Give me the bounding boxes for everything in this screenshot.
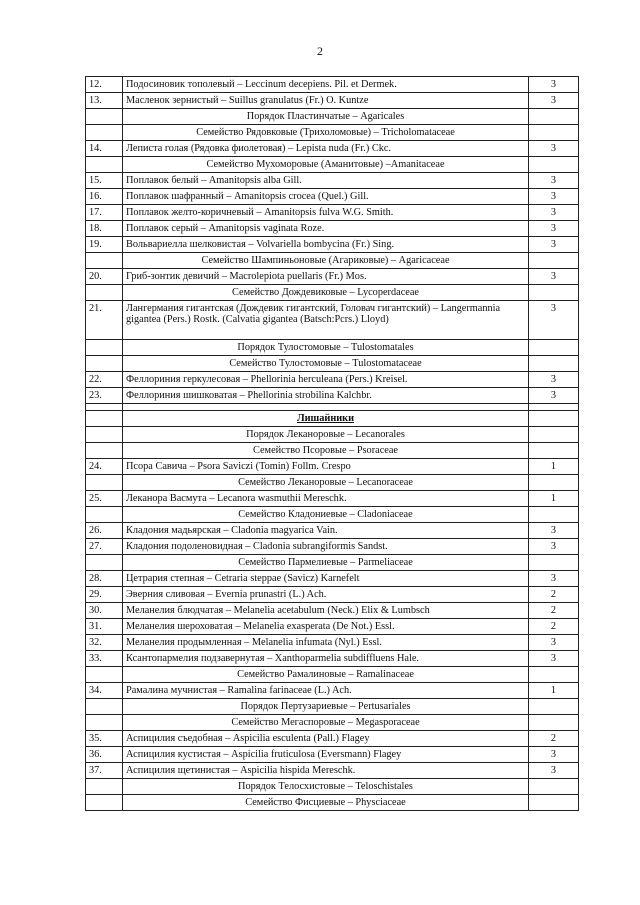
empty-cell	[529, 253, 579, 269]
row-number: 18.	[86, 221, 123, 237]
row-number: 20.	[86, 269, 123, 285]
species-name: Леканора Васмута – Lecanora wasmuthii Mereschk.	[123, 491, 529, 507]
species-name: Эверния сливовая – Evernia prunastri (L.) Ach.	[123, 587, 529, 603]
row-number: 31.	[86, 619, 123, 635]
taxon-heading: Семейство Рядовковые (Трихоломовые) – Tricholomataceae	[123, 125, 529, 141]
row-number: 27.	[86, 539, 123, 555]
species-row	[86, 77, 579, 93]
status-category: 3	[529, 205, 579, 221]
species-row	[86, 747, 579, 763]
section-title: Лишайники	[123, 411, 529, 427]
empty-cell	[86, 109, 123, 125]
empty-cell	[86, 340, 123, 356]
empty-cell	[529, 125, 579, 141]
species-name: Поплавок желто-коричневый – Amanitopsis fulva W.G. Smith.	[123, 205, 529, 221]
species-name: Поплавок серый – Amanitopsis vaginata Roze.	[123, 221, 529, 237]
taxon-heading-row	[86, 443, 579, 459]
status-category: 3	[529, 189, 579, 205]
row-number: 34.	[86, 683, 123, 699]
taxon-heading: Порядок Телосхистовые – Teloschistales	[123, 779, 529, 795]
species-name: Леписта голая (Рядовка фиолетовая) – Lepista nuda (Fr.) Ckc.	[123, 141, 529, 157]
species-name: Поплавок шафранный – Amanitopsis crocea (Quel.) Gill.	[123, 189, 529, 205]
species-row	[86, 372, 579, 388]
taxon-heading: Порядок Леканоровые – Lecanorales	[123, 427, 529, 443]
species-row	[86, 173, 579, 189]
status-category: 2	[529, 619, 579, 635]
species-name: Аспицилия щетинистая – Aspicilia hispida Mereschk.	[123, 763, 529, 779]
status-category: 3	[529, 539, 579, 555]
taxon-heading-row	[86, 285, 579, 301]
species-name: Аспицилия кустистая – Aspicilia fruticulosa (Eversmann) Flagey	[123, 747, 529, 763]
species-row	[86, 635, 579, 651]
status-category: 3	[529, 301, 579, 340]
empty-cell	[86, 795, 123, 811]
species-name: Подосиновик тополевый – Leccinum decepiens. Pil. et Dermek.	[123, 77, 529, 93]
empty-cell	[86, 443, 123, 459]
species-name: Гриб-зонтик девичий – Macrolepiota puellaris (Fr.) Mos.	[123, 269, 529, 285]
empty-cell	[86, 507, 123, 523]
status-category: 3	[529, 523, 579, 539]
status-category: 3	[529, 77, 579, 93]
row-number: 37.	[86, 763, 123, 779]
species-name: Кладония подоленовидная – Cladonia subrangiformis Sandst.	[123, 539, 529, 555]
row-number: 22.	[86, 372, 123, 388]
empty-cell	[86, 253, 123, 269]
taxon-heading-row	[86, 475, 579, 491]
empty-cell	[529, 475, 579, 491]
row-number: 33.	[86, 651, 123, 667]
taxon-heading-row	[86, 715, 579, 731]
species-row	[86, 459, 579, 475]
species-row	[86, 269, 579, 285]
species-row	[86, 388, 579, 404]
taxon-heading-row	[86, 507, 579, 523]
taxon-heading: Семейство Пармелиевые – Parmeliaceae	[123, 555, 529, 571]
taxon-heading: Семейство Тулостомовые – Tulostomataceae	[123, 356, 529, 372]
species-name: Феллориния геркулесовая – Phellorinia herculeana (Pers.) Kreisel.	[123, 372, 529, 388]
taxon-heading: Семейство Рамалиновые – Ramalinaceae	[123, 667, 529, 683]
species-row	[86, 731, 579, 747]
empty-cell	[86, 285, 123, 301]
taxon-heading-row	[86, 356, 579, 372]
section-title-row	[86, 411, 579, 427]
row-number: 12.	[86, 77, 123, 93]
species-row	[86, 141, 579, 157]
row-number: 29.	[86, 587, 123, 603]
row-number: 13.	[86, 93, 123, 109]
species-row	[86, 189, 579, 205]
empty-cell	[529, 404, 579, 411]
empty-cell	[529, 779, 579, 795]
species-row	[86, 523, 579, 539]
status-category: 3	[529, 635, 579, 651]
species-table-body	[86, 77, 579, 811]
status-category: 3	[529, 221, 579, 237]
status-category: 3	[529, 141, 579, 157]
species-name: Масленок зернистый – Suillus granulatus (Fr.) O. Kuntze	[123, 93, 529, 109]
taxon-heading: Порядок Тулостомовые – Tulostomatales	[123, 340, 529, 356]
empty-cell	[529, 443, 579, 459]
species-row	[86, 539, 579, 555]
taxon-heading-row	[86, 667, 579, 683]
status-category: 3	[529, 747, 579, 763]
row-number: 24.	[86, 459, 123, 475]
spacer-row	[86, 404, 579, 411]
species-row	[86, 619, 579, 635]
taxon-heading-row	[86, 253, 579, 269]
species-table	[85, 76, 579, 811]
taxon-heading-row	[86, 427, 579, 443]
status-category: 3	[529, 571, 579, 587]
taxon-heading: Семейство Фисциевые – Physciaceae	[123, 795, 529, 811]
taxon-heading: Семейство Леканоровые – Lecanoraceae	[123, 475, 529, 491]
status-category: 2	[529, 603, 579, 619]
empty-cell	[529, 356, 579, 372]
status-category: 3	[529, 372, 579, 388]
empty-cell	[529, 795, 579, 811]
empty-cell	[86, 427, 123, 443]
taxon-heading: Семейство Дождевиковые – Lycoperdaceae	[123, 285, 529, 301]
species-name: Ксантопармелия подзавернутая – Xanthoparmelia subdiffluens Hale.	[123, 651, 529, 667]
status-category: 3	[529, 93, 579, 109]
empty-cell	[86, 555, 123, 571]
row-number: 28.	[86, 571, 123, 587]
taxon-heading: Семейство Шампиньоновые (Агариковые) – Agaricaceae	[123, 253, 529, 269]
taxon-heading: Семейство Мегаспоровые – Megasporaceae	[123, 715, 529, 731]
status-category: 3	[529, 763, 579, 779]
taxon-heading-row	[86, 699, 579, 715]
status-category: 1	[529, 683, 579, 699]
empty-cell	[86, 779, 123, 795]
empty-cell	[529, 555, 579, 571]
taxon-heading: Семейство Псоровые – Psoraceae	[123, 443, 529, 459]
empty-cell	[529, 507, 579, 523]
status-category: 3	[529, 651, 579, 667]
empty-cell	[86, 699, 123, 715]
empty-cell	[529, 427, 579, 443]
empty-cell	[529, 285, 579, 301]
row-number: 26.	[86, 523, 123, 539]
empty-cell	[529, 667, 579, 683]
species-name: Меланелия шероховатая – Melanelia exasperata (De Not.) Essl.	[123, 619, 529, 635]
taxon-heading-row	[86, 157, 579, 173]
row-number: 32.	[86, 635, 123, 651]
status-category: 3	[529, 269, 579, 285]
empty-cell	[86, 411, 123, 427]
row-number: 21.	[86, 301, 123, 340]
species-name: Цетрария степная – Cetraria steppae (Savicz) Karnefelt	[123, 571, 529, 587]
status-category: 3	[529, 237, 579, 253]
row-number: 17.	[86, 205, 123, 221]
taxon-heading-row	[86, 109, 579, 125]
status-category: 1	[529, 459, 579, 475]
species-row	[86, 205, 579, 221]
species-name: Вольвариелла шелковистая – Volvariella bombycina (Fr.) Sing.	[123, 237, 529, 253]
empty-cell	[86, 667, 123, 683]
taxon-heading: Семейство Кладониевые – Cladoniaceae	[123, 507, 529, 523]
empty-cell	[86, 715, 123, 731]
empty-cell	[86, 475, 123, 491]
status-category: 3	[529, 388, 579, 404]
empty-cell	[529, 340, 579, 356]
taxon-heading-row	[86, 779, 579, 795]
empty-cell	[529, 699, 579, 715]
page-number: 2	[317, 44, 323, 58]
empty-cell	[123, 404, 529, 411]
species-row	[86, 587, 579, 603]
species-name: Лангермания гигантская (Дождевик гигантский, Головач гигантский) – Langermannia gigantea (Pers.) Rostk. (Calvatia gigantea (Batsch:Pcrs.) Lloyd)	[123, 301, 529, 340]
species-row	[86, 683, 579, 699]
row-number: 23.	[86, 388, 123, 404]
taxon-heading-row	[86, 340, 579, 356]
empty-cell	[529, 109, 579, 125]
species-name: Феллориния шишковатая – Phellorinia strobilina Kalchbr.	[123, 388, 529, 404]
species-name: Меланелия продымленная – Melanelia infumata (Nyl.) Essl.	[123, 635, 529, 651]
species-row	[86, 491, 579, 507]
species-row	[86, 301, 579, 340]
taxon-heading-row	[86, 795, 579, 811]
empty-cell	[529, 411, 579, 427]
empty-cell	[86, 125, 123, 141]
species-name: Рамалина мучнистая – Ramalina farinaceae (L.) Ach.	[123, 683, 529, 699]
taxon-heading-row	[86, 555, 579, 571]
row-number: 25.	[86, 491, 123, 507]
row-number: 16.	[86, 189, 123, 205]
empty-cell	[529, 157, 579, 173]
row-number: 35.	[86, 731, 123, 747]
status-category: 2	[529, 587, 579, 603]
row-number: 36.	[86, 747, 123, 763]
status-category: 2	[529, 731, 579, 747]
row-number: 15.	[86, 173, 123, 189]
species-row	[86, 221, 579, 237]
row-number: 19.	[86, 237, 123, 253]
taxon-heading: Порядок Пластинчатые – Agaricales	[123, 109, 529, 125]
species-name: Псора Савича – Psora Saviczi (Tomin) Follm. Crespo	[123, 459, 529, 475]
species-name: Кладония мадьярская – Cladonia magyarica Vain.	[123, 523, 529, 539]
row-number: 30.	[86, 603, 123, 619]
species-row	[86, 603, 579, 619]
taxon-heading: Семейство Мухоморовые (Аманитовые) –Amanitaceae	[123, 157, 529, 173]
row-number: 14.	[86, 141, 123, 157]
species-row	[86, 571, 579, 587]
species-row	[86, 651, 579, 667]
species-row	[86, 93, 579, 109]
empty-cell	[86, 356, 123, 372]
species-name: Поплавок белый – Amanitopsis alba Gill.	[123, 173, 529, 189]
species-name: Аспицилия съедобная – Aspicilia esculenta (Pall.) Flagey	[123, 731, 529, 747]
status-category: 3	[529, 173, 579, 189]
status-category: 1	[529, 491, 579, 507]
species-row	[86, 763, 579, 779]
species-row	[86, 237, 579, 253]
empty-cell	[86, 157, 123, 173]
empty-cell	[86, 404, 123, 411]
empty-cell	[529, 715, 579, 731]
taxon-heading-row	[86, 125, 579, 141]
taxon-heading: Порядок Пертузариевые – Pertusariales	[123, 699, 529, 715]
species-name: Меланелия блюдчатая – Melanelia acetabulum (Neck.) Elix & Lumbsch	[123, 603, 529, 619]
